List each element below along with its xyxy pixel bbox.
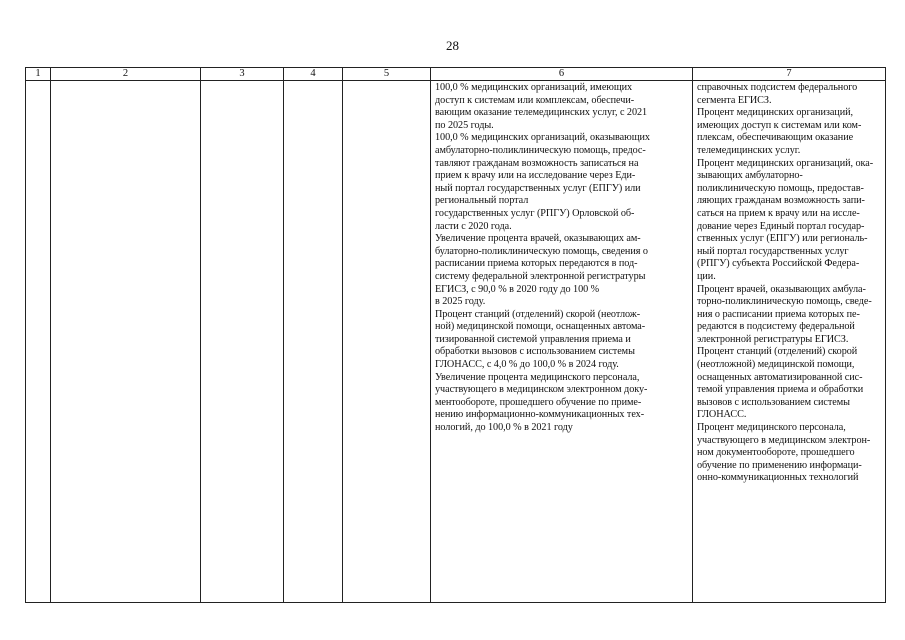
col7-line: редаются в подсистему федеральной bbox=[697, 321, 855, 333]
column-header-4: 4 bbox=[284, 68, 343, 81]
column-header-3: 3 bbox=[201, 68, 284, 81]
col7-line: Процент медицинских организаций, ока- bbox=[697, 157, 874, 169]
col7-line: дование через Единый портал государ- bbox=[697, 220, 865, 232]
col7-line: (неотложной) медицинской помощи, bbox=[697, 359, 855, 371]
page-number: 28 bbox=[446, 38, 459, 53]
col7-line: ственных услуг (ЕПГУ) или региональ- bbox=[697, 233, 868, 245]
col7-line: справочных подсистем федерального bbox=[697, 82, 858, 93]
col7-line: зывающих амбулаторно- bbox=[697, 170, 803, 182]
col6-line: Увеличение процента медицинского персонала, bbox=[435, 371, 640, 383]
col7-line: оснащенных автоматизированной сис- bbox=[697, 371, 863, 383]
col7-line: Процент медицинского персонала, bbox=[697, 422, 846, 434]
col6-line: ный портал государственных услуг (ЕПГУ) или bbox=[435, 182, 641, 194]
col7-line: ции. bbox=[697, 270, 716, 282]
col6-line: ментообороте, прошедшего обучение по приме- bbox=[435, 396, 642, 408]
col7-line: (РПГУ) субъекта Российской Федера- bbox=[697, 258, 860, 270]
col6-line: нению информационно-коммуникационных тех- bbox=[435, 409, 645, 421]
col6-line: по 2025 годы. bbox=[435, 119, 494, 131]
col7-line: ГЛОНАСС. bbox=[697, 409, 747, 421]
col6-line: амбулаторно-поликлиническую помощь, предос- bbox=[435, 144, 646, 156]
col7-line: плексам, обеспечивающим оказание bbox=[697, 132, 854, 144]
col6-line: вающим оказание телемедицинских услуг, с 2021 bbox=[435, 107, 648, 119]
col6-line: доступ к системам или комплексам, обеспечи- bbox=[435, 94, 635, 106]
table-row bbox=[26, 81, 886, 603]
col6-line: тавляют гражданам возможность записаться на bbox=[435, 157, 639, 169]
col6-line: 100,0 % медицинских организаций, оказывающих bbox=[435, 132, 650, 144]
col7-line: Процент медицинских организаций, bbox=[697, 107, 853, 119]
col6-line: Увеличение процента врачей, оказывающих ам- bbox=[435, 233, 641, 245]
col7-line: темой управления приема и обработки bbox=[697, 384, 864, 396]
cell-col-4 bbox=[284, 81, 343, 603]
col6-line: ЕГИСЗ, с 90,0 % в 2020 году до 100 % bbox=[435, 283, 600, 295]
col6-line: систему федеральной электронной регистратуры bbox=[435, 270, 646, 282]
col7-line: телемедицинских услуг. bbox=[697, 144, 801, 156]
col7-line: имеющих доступ к системам или ком- bbox=[697, 119, 862, 131]
col6-line: расписании приема которых передаются в под- bbox=[435, 258, 638, 270]
col6-line: ласти с 2020 года. bbox=[435, 220, 512, 232]
col6-line: ной) медицинской помощи, оснащенных автома- bbox=[435, 321, 646, 333]
cell-col-5 bbox=[343, 81, 431, 603]
col6-line: в 2025 году. bbox=[435, 296, 486, 308]
indicators-table bbox=[25, 67, 886, 603]
col7-line: сегмента ЕГИСЗ. bbox=[697, 94, 772, 106]
col6-line: участвующего в медицинском электронном доку- bbox=[435, 384, 648, 396]
col7-line: ном документообороте, прошедшего bbox=[697, 447, 855, 459]
header-row bbox=[26, 68, 886, 81]
col6-line: ГЛОНАСС, с 4,0 % до 100,0 % в 2024 году. bbox=[435, 359, 619, 371]
col6-line: региональный портал bbox=[435, 195, 529, 207]
cell-col-3 bbox=[201, 81, 284, 603]
column-header-1: 1 bbox=[26, 68, 51, 81]
col6-line: прием к врачу или на исследование через Еди- bbox=[435, 170, 636, 182]
col6-line: 100,0 % медицинских организаций, имеющих bbox=[435, 82, 633, 93]
col7-line: вызовов с использованием системы bbox=[697, 396, 850, 408]
cell-col-7-indicators bbox=[693, 81, 886, 603]
col7-line: Процент врачей, оказывающих амбула- bbox=[697, 283, 866, 295]
column-header-7: 7 bbox=[693, 68, 886, 81]
column-header-6: 6 bbox=[431, 68, 693, 81]
col6-line: государственных услуг (РПГУ) Орловской об- bbox=[435, 207, 635, 219]
col7-line: ния о расписании приема которых пе- bbox=[697, 308, 860, 320]
col7-line: торно-поликлиническую помощь, сведе- bbox=[697, 296, 872, 308]
col6-line: нологий, до 100,0 % в 2021 году bbox=[435, 422, 573, 434]
column-header-5: 5 bbox=[343, 68, 431, 81]
cell-col-2 bbox=[51, 81, 201, 603]
col7-line: электронной регистратуры ЕГИСЗ. bbox=[697, 333, 849, 345]
col6-line: Процент станций (отделений) скорой (неотлож- bbox=[435, 308, 641, 320]
cell-col-6-results bbox=[431, 81, 693, 603]
col7-line: саться на прием к врачу или на иссле- bbox=[697, 207, 860, 219]
cell-col-1 bbox=[26, 81, 51, 603]
col7-line: поликлиническую помощь, предостав- bbox=[697, 182, 864, 194]
col7-line: онно-коммуникационных технологий bbox=[697, 472, 859, 484]
col7-line: ный портал государственных услуг bbox=[697, 245, 849, 257]
col7-line: ляющих гражданам возможность запи- bbox=[697, 195, 865, 207]
col6-line: булаторно-поликлиническую помощь, сведения о bbox=[435, 245, 648, 257]
column-header-2: 2 bbox=[51, 68, 201, 81]
col7-line: обучение по применению информаци- bbox=[697, 459, 862, 471]
col6-line: тизированной системой управления приема и bbox=[435, 333, 631, 345]
col7-line: Процент станций (отделений) скорой bbox=[697, 346, 858, 358]
col6-line: обработки вызовов с использованием системы bbox=[435, 346, 635, 358]
col7-line: участвующего в медицинском электрон- bbox=[697, 434, 871, 446]
